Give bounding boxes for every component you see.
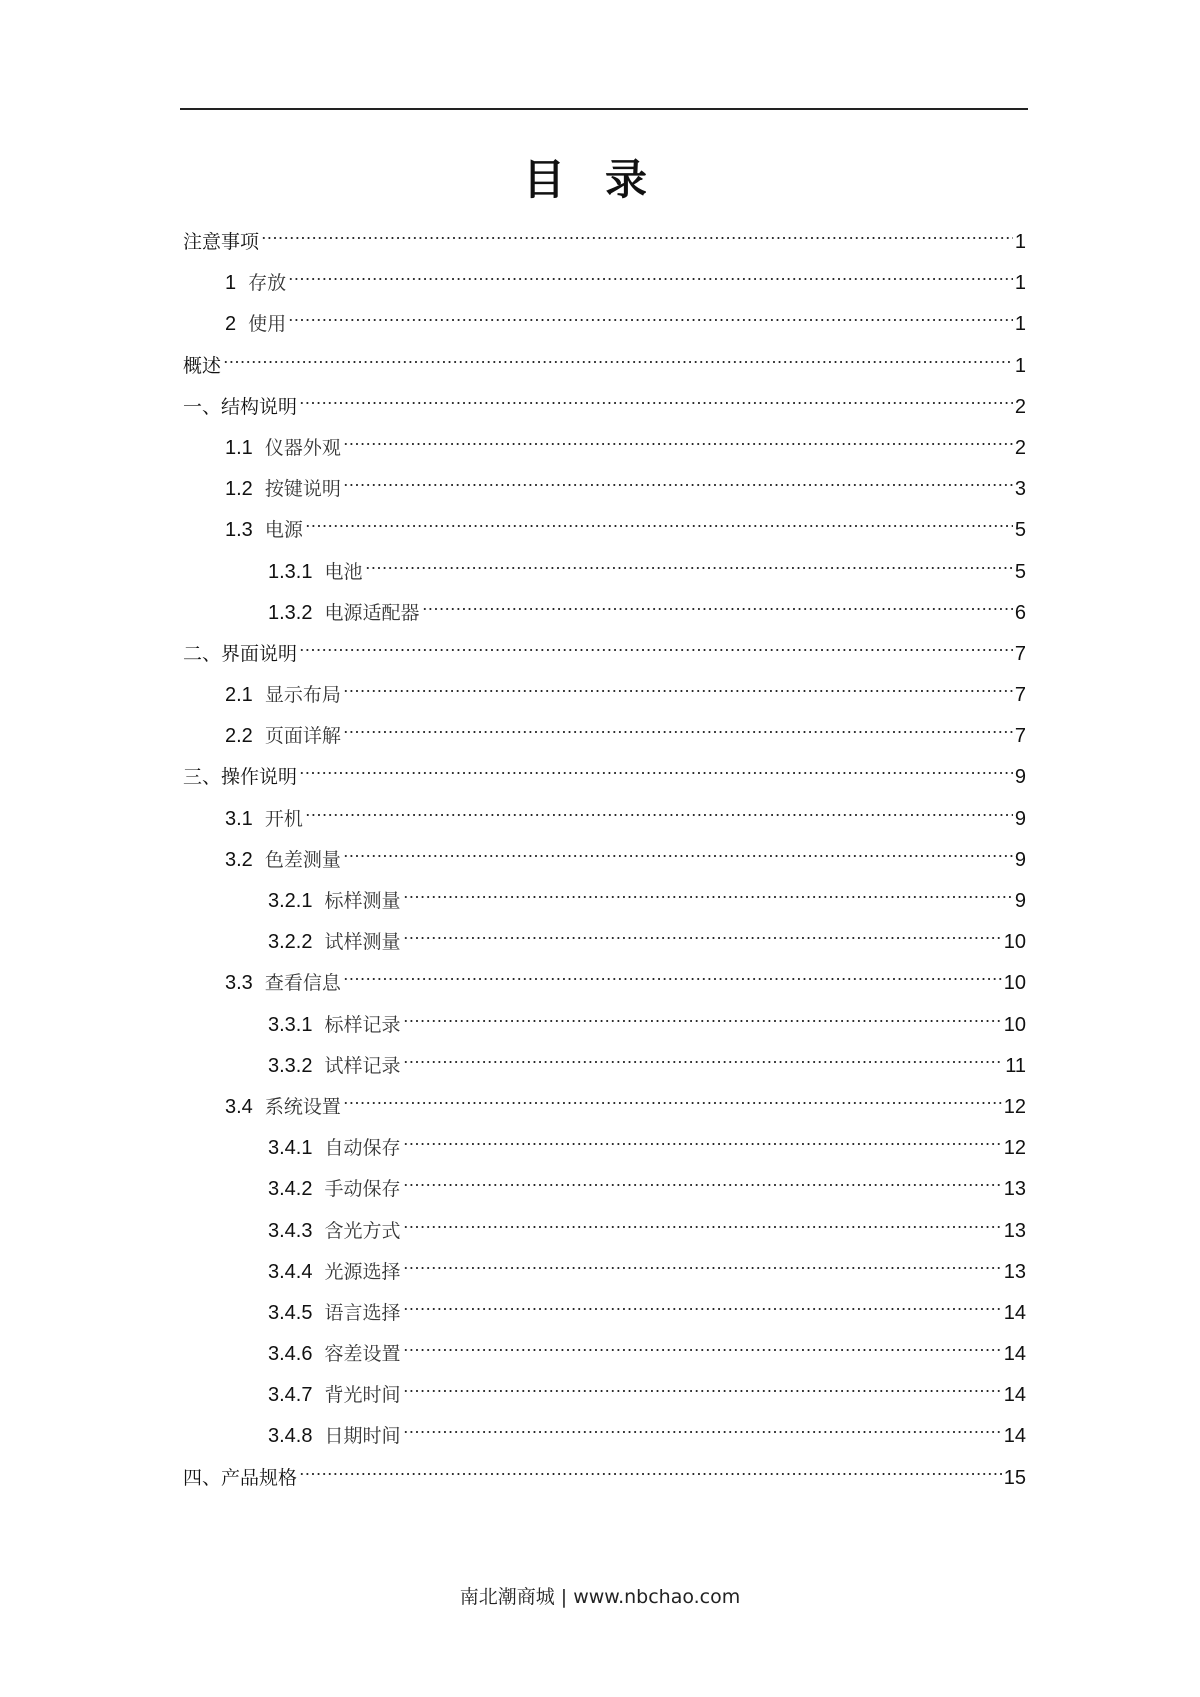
toc-entry-page-number: 5 [1014,560,1026,583]
toc-entry[interactable] [183,544,1026,585]
toc-entry-page-number: 10 [1003,931,1026,954]
toc-entry-number: 3.3 [225,972,253,995]
toc-entry[interactable] [183,296,1026,337]
toc-entry-page-number: 13 [1003,1219,1026,1242]
dot-leader [403,1244,1002,1278]
dot-leader [343,708,1013,742]
toc-entry-label: 日期时间 [324,1425,401,1448]
toc-entry-label: 使用 [248,313,287,336]
toc-entry-page-number: 1 [1014,231,1026,253]
dot-leader [343,832,1013,866]
toc-entry[interactable] [183,1450,1026,1491]
toc-entry[interactable] [183,1161,1026,1202]
toc-entry-page-number: 5 [1014,519,1026,542]
dot-leader [343,420,1013,454]
toc-entry-page-number: 14 [1003,1301,1026,1324]
page-title: 目录 [522,155,687,204]
toc-entry-label: 存放 [248,272,287,295]
dot-leader [403,1161,1002,1195]
toc-entry[interactable] [183,1038,1026,1079]
dot-leader [305,502,1013,536]
toc-entry[interactable] [183,791,1026,832]
toc-entry-number: 3.4.1 [268,1137,313,1160]
toc-entry-label: 自动保存 [324,1137,401,1160]
toc-entry-page-number: 9 [1014,890,1026,912]
toc-entry-page-number: 1 [1014,313,1026,336]
dot-leader [403,1408,1002,1442]
toc-entry-number: 3.4.3 [268,1219,313,1242]
toc-entry-label: 查看信息 [264,972,341,995]
toc-entry-label: 仪器外观 [264,436,341,459]
toc-entry[interactable] [183,338,1026,379]
dot-leader [403,1203,1002,1237]
dot-leader [403,873,1013,907]
toc-entry-number: 1.3 [225,519,253,542]
dot-leader [422,585,1013,619]
toc-entry[interactable] [183,997,1026,1038]
toc-entry[interactable] [183,502,1026,543]
toc-entry-label: 容差设置 [324,1343,401,1366]
toc-entry-page-number: 1 [1014,354,1026,377]
toc-entry-label: 页面详解 [264,725,341,748]
toc-entry-page-number: 6 [1014,601,1026,624]
dot-leader [403,997,1002,1031]
toc-entry-label: 标样测量 [324,890,401,912]
toc-entry-number: 1 [225,272,237,295]
toc-entry-label: 光源选择 [324,1260,401,1283]
toc-entry[interactable] [183,255,1026,296]
dot-leader [403,1285,1002,1319]
toc-entry[interactable] [183,214,1026,255]
dot-leader [299,626,1013,660]
dot-leader [343,667,1013,701]
toc-entry-page-number: 1 [1014,272,1026,295]
toc-entry-page-number: 14 [1003,1425,1026,1448]
toc-entry[interactable] [183,708,1026,749]
toc-entry-page-number: 2 [1014,395,1026,418]
toc-entry-page-number: 7 [1014,642,1026,665]
toc-entry[interactable] [183,749,1026,790]
toc-entry-page-number: 12 [1003,1095,1026,1118]
toc-entry-page-number: 14 [1003,1343,1026,1366]
toc-entry-label: 显示布局 [264,684,341,707]
dot-leader [223,338,1013,372]
toc-entry[interactable] [183,585,1026,626]
toc-entry-label: 系统设置 [264,1095,341,1118]
toc-entry-label: 开机 [264,807,303,830]
toc-entry-page-number: 13 [1003,1178,1026,1201]
toc-entry[interactable] [183,1079,1026,1120]
toc-entry-label: 二、界面说明 [183,642,298,665]
toc-entry-label: 试样记录 [324,1054,401,1077]
toc-entry-number: 3.4.4 [268,1260,313,1283]
toc-entry-label: 注意事项 [183,231,260,253]
toc-entry[interactable] [183,420,1026,461]
header-rule [180,108,1028,110]
toc-entry-number: 3.2 [225,848,253,871]
toc-entry-label: 四、产品规格 [183,1466,298,1489]
toc-entry-page-number: 10 [1003,972,1026,995]
toc-entry[interactable] [183,626,1026,667]
toc-entry-page-number: 11 [1005,1054,1026,1077]
dot-leader [305,791,1013,825]
toc-entry-number: 1.1 [225,436,253,459]
toc-entry-label: 手动保存 [324,1178,401,1201]
toc-entry-number: 3.4 [225,1095,253,1118]
toc-entry-label: 电源 [264,519,303,542]
dot-leader [288,296,1013,330]
toc-entry-number: 2.2 [225,725,253,748]
toc-entry-page-number: 7 [1014,684,1026,707]
dot-leader [261,214,1013,248]
toc-entry[interactable] [183,461,1026,502]
toc-entry-label: 标样记录 [324,1013,401,1036]
table-of-contents [183,214,1026,1491]
toc-entry[interactable] [183,832,1026,873]
toc-entry-page-number: 9 [1014,807,1026,830]
dot-leader [403,1038,1004,1072]
toc-entry-label: 色差测量 [264,848,341,871]
toc-entry-page-number: 3 [1014,478,1026,501]
toc-entry-number: 3.2.1 [268,890,313,912]
toc-entry[interactable] [183,1120,1026,1161]
toc-entry-number: 2.1 [225,684,253,707]
toc-entry-label: 语言选择 [324,1301,401,1324]
toc-entry-number: 3.4.5 [268,1301,313,1324]
dot-leader [288,255,1013,289]
toc-entry[interactable] [183,873,1026,914]
page-footer: 南北潮商城 | www.nbchao.com [459,1586,741,1608]
dot-leader [343,1079,1002,1113]
dot-leader [365,544,1013,578]
toc-entry-label: 按键说明 [264,478,341,501]
toc-entry[interactable] [183,914,1026,955]
toc-entry-number: 3.2.2 [268,931,313,954]
dot-leader [299,749,1013,783]
dot-leader [299,1450,1002,1484]
toc-entry-label: 概述 [183,354,222,377]
toc-entry-number: 3.4.6 [268,1343,313,1366]
toc-entry-label: 背光时间 [324,1384,401,1407]
toc-entry-number: 3.4.8 [268,1425,313,1448]
toc-entry-label: 试样测量 [324,931,401,954]
dot-leader [403,1326,1002,1360]
dot-leader [343,461,1013,495]
toc-entry-number: 1.3.2 [268,601,313,624]
toc-entry-number: 2 [225,313,237,336]
toc-entry-label: 电源适配器 [324,601,420,624]
toc-entry[interactable] [183,1203,1026,1244]
toc-entry-page-number: 10 [1003,1013,1026,1036]
toc-entry-label: 电池 [324,560,363,583]
toc-entry-label: 一、结构说明 [183,395,298,418]
toc-entry-page-number: 9 [1014,766,1026,789]
toc-entry[interactable] [183,1285,1026,1326]
toc-entry[interactable] [183,379,1026,420]
dot-leader [299,379,1013,413]
toc-entry-page-number: 7 [1014,725,1026,748]
toc-entry[interactable] [183,1326,1026,1367]
toc-entry-page-number: 2 [1014,436,1026,459]
toc-entry-page-number: 14 [1003,1384,1026,1407]
toc-entry[interactable] [183,1244,1026,1285]
toc-entry-number: 1.2 [225,478,253,501]
toc-entry-number: 3.3.2 [268,1054,313,1077]
toc-entry-number: 1.3.1 [268,560,313,583]
toc-entry-page-number: 15 [1003,1466,1026,1489]
toc-entry-page-number: 12 [1003,1137,1026,1160]
toc-entry[interactable] [183,1367,1026,1408]
dot-leader [403,914,1002,948]
toc-entry-page-number: 13 [1003,1260,1026,1283]
toc-entry[interactable] [183,955,1026,996]
toc-entry-number: 3.4.2 [268,1178,313,1201]
toc-entry-page-number: 9 [1014,848,1026,871]
toc-entry-number: 3.1 [225,807,253,830]
dot-leader [403,1367,1002,1401]
dot-leader [403,1120,1002,1154]
toc-entry[interactable] [183,1408,1026,1449]
dot-leader [343,955,1002,989]
toc-entry-label: 三、操作说明 [183,766,298,789]
toc-entry-number: 3.4.7 [268,1384,313,1407]
toc-entry-number: 3.3.1 [268,1013,313,1036]
toc-entry[interactable] [183,667,1026,708]
toc-entry-label: 含光方式 [324,1219,401,1242]
